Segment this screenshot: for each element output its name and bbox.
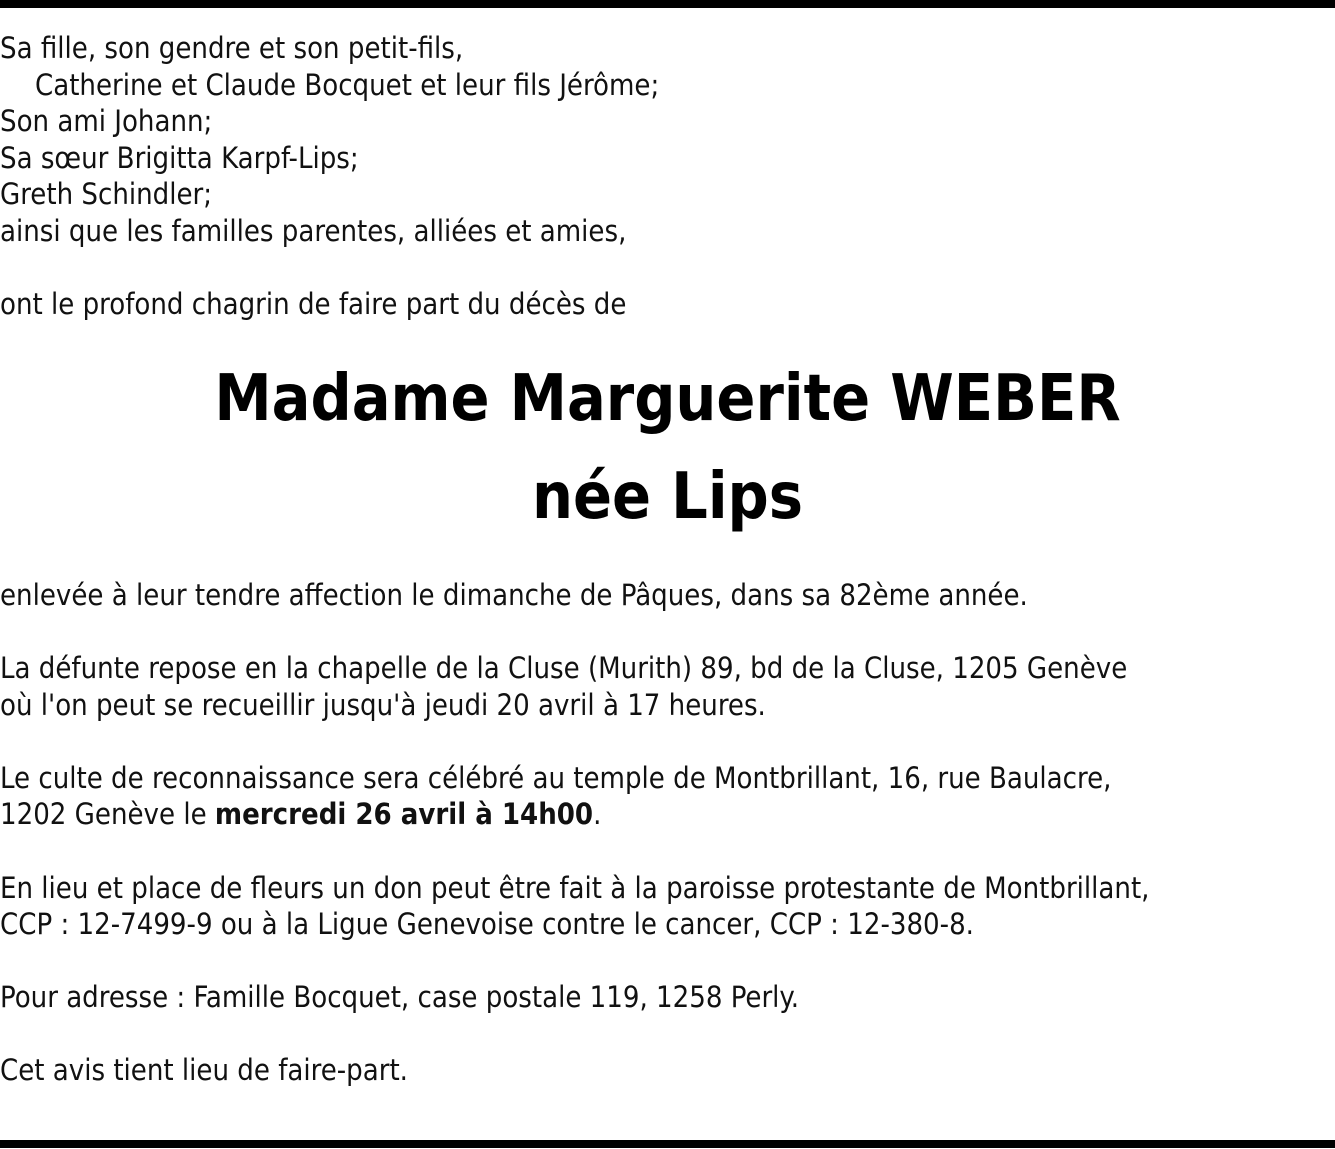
family-line-3: Son ami Johann; [0, 104, 213, 139]
viewing-line-2: où l'on peut se recueillir jusqu'à jeudi 20 avril à 17 heures. [0, 687, 766, 722]
family-line-4: Sa sœur Brigitta Karpf-Lips; [0, 140, 359, 175]
deceased-maiden-name: née Lips [531, 459, 804, 534]
service-date: mercredi 26 avril à 14h00 [214, 797, 594, 832]
death-notice [0, 30, 1335, 1089]
closing-text: Cet avis tient lieu de faire-part. [0, 1053, 408, 1088]
service-line-1: Le culte de reconnaissance sera célébré au temple de Montbrillant, 16, rue Baulacre, [0, 760, 1112, 795]
bottom-rule [0, 1140, 1335, 1148]
service-date-prefix: 1202 Genève le [0, 797, 215, 832]
deceased-name-block [0, 350, 1335, 546]
viewing-line-1: La défunte repose en la chapelle de la Cluse (Murith) 89, bd de la Cluse, 1205 Genève [0, 650, 1128, 685]
family-line-6: ainsi que les familles parentes, alliées et amies, [0, 213, 627, 248]
family-line-1: Sa fille, son gendre et son petit-fils, [0, 31, 464, 65]
service-line-2 [0, 796, 1335, 833]
family-line-2: Catherine et Claude Bocquet et leur fils Jérôme; [35, 67, 660, 102]
donations-line-2: CCP : 12-7499-9 ou à la Ligue Genevoise contre le cancer, CCP : 12-380-8. [0, 907, 974, 942]
address-text: Pour adresse : Famille Bocquet, case postale 119, 1258 Perly. [0, 980, 800, 1015]
passing-text: enlevée à leur tendre affection le dimanche de Pâques, dans sa 82ème année. [0, 577, 1028, 612]
top-rule [0, 0, 1335, 8]
announcement-text: ont le profond chagrin de faire part du décès de [0, 287, 627, 322]
donations-line-1: En lieu et place de fleurs un don peut être fait à la paroisse protestante de Montbrillant, [0, 870, 1150, 905]
deceased-name: Madame Marguerite WEBER [214, 361, 1121, 436]
family-line-5: Greth Schindler; [0, 177, 213, 212]
service-date-suffix: . [593, 797, 602, 832]
